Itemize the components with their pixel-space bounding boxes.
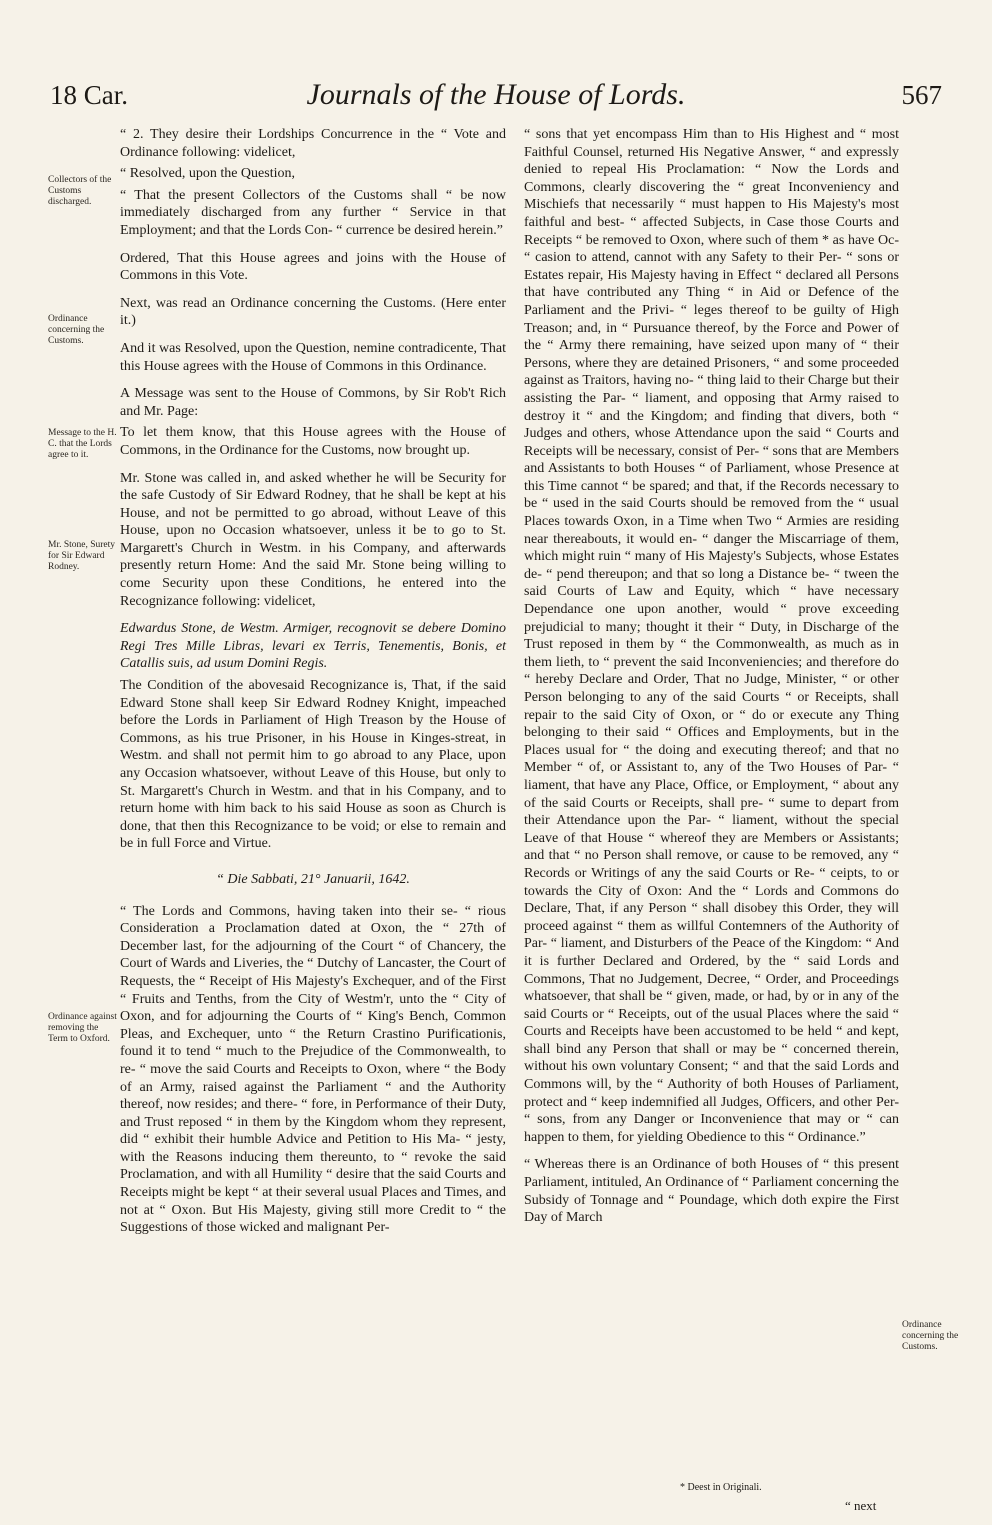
paragraph: Mr. Stone was called in, and asked whether he will be Security for the safe Custody of Sir Edward Rodney, that he shall be kept at his House, and not be permitted to go abroad, without Leave of this House, upon no Occasion whatsoever, unless it be to go to St. Margarett's Church in Westm. in his Company, and afterwards presently return Home: And the said Mr. Stone being willing to come Security upon these Conditions, he entered into the Recognizance following: videlicet, bbox=[120, 470, 506, 609]
paragraph: And it was Resolved, upon the Question, nemine contradicente, That this House agrees with the House of Commons in this Ordinance. bbox=[120, 340, 506, 374]
page-number: 567 bbox=[901, 80, 942, 110]
paragraph: “ The Lords and Commons, having taken into their se- “ rious Consideration a Proclamation dated at Oxon, the “ 27th of December last, for the adjourning of the Court “ of Chancery, the Court of Wards and Liveries, the “ Dutchy of Lancaster, the Court of Requests, the “ Receipt of His Majesty's Exchequer, and of the First “ Fruits and Tenths, from the City of Westm'r, unto the “ City of Oxon, and for adjourning the Courts of “ King's Bench, Common Pleas, and Exchequer, unto “ the Return Crastino Purificationis, found it to tend “ much to the Prejudice of the Commonwealth, to re- “ move the said Courts and Receipts to Oxon, where “ the Body of an Army, raised against the Parliament “ and the Authority thereof, now resides; and there- “ fore, in Performance of their Duty, and Trust reposed “ in them by the Kingdom whom they represent, did “ exhibit their humble Advice and Petition to His Ma- “ jesty, with the Reasons inducing them thereunto, to “ revoke the said Proclamation, and with all Humility “ desire that the said Courts and Receipts might be kept “ at their several usual Places and Times, and not at “ Oxon. But His Majesty, giving still more Credit to “ the Suggestions of those wicked and malignant Per- bbox=[120, 903, 506, 1236]
paragraph: Ordered, That this House agrees and joins with the House of Commons in this Vote. bbox=[120, 250, 506, 284]
paragraph: To let them know, that this House agrees with the House of Commons, in the Ordinance for the Customs, now brought up. bbox=[120, 425, 506, 458]
page-header bbox=[50, 78, 942, 122]
paragraph: The Condition of the abovesaid Recognizance is, That, if the said Edward Stone shall keep Sir Edward Rodney Knight, impeached before the Lords in Parliament of High Treason by the House of Commons, as his true Prisoner, in his House in Kinges-streat, in Westm. and shall not permit him to go abroad to any Place, upon any Occasion whatsoever, without Leave of this House, but only to St. Margarett's Church in Westm. and that in his Company, and to return home with him back to his said House as soon as Church is done, that then this Recognizance to be void; or else to remain and be in full Force and Virtue. bbox=[120, 678, 506, 852]
paragraph: “ Resolved, upon the Question, bbox=[120, 166, 295, 182]
margin-note: Mr. Stone, Surety for Sir Edward Rodney. bbox=[48, 540, 116, 572]
margin-note: Message to the H. C. that the Lords agree to it. bbox=[48, 428, 117, 460]
paragraph: “ That the present Collectors of the Customs shall “ be now immediately discharged from any further “ Service in that Employment; and that the Lords Con- “ currence be desired herein.” bbox=[120, 187, 506, 238]
paragraph: “ sons that yet encompass Him than to His Highest and “ most Faithful Counsel, returned His Negative Answer, “ and expressly denied to repeal His Proclamation: “ Now the Lords and Commons, clearly discovering the “ great Inconveniency and Mischiefs that necessarily “ must happen to His Majesty's most faithful and best- “ affected Subjects, in Case those Courts and Receipts “ be removed to Oxon, where such of them * as have Oc- “ casion to attend, cannot with any Safety to their Per- “ sons or Estates repair, His Majesty having in Effect “ declared all Persons that have contributed any Thing “ in Aid or Defence of the Parliament and the Privi- “ leges thereof to be guilty of High Treason; and, in “ Pursuance thereof, by the Force and Power of the “ Army there remaining, have seized upon many of “ their Persons, where they are detained Prisoners, “ and some proceeded against as Traitors, having no- “ thing laid to their Charge but their assisting the Par- “ liament, and opposing that Army raised to destroy it “ and the Kingdom; and finding that divers, both “ Judges and others, whose Attendance upon the said “ Courts and Receipts will be necessary, consist of Per- “ sons that are Members and Assistants to both Houses “ of Parliament, whose Presence at this Time cannot “ be spared; and that, if the Records necessary to be “ used in the said Courts should be removed from the “ usual Places towards Oxon, in a Time when Two “ Armies are residing near thereabouts, it would en- “ danger the Miscarriage of them, which might ruin “ many of His Majesty's Subjects, whose Estates de- “ pend thereupon; and that so long a Distance be- “ tween the said Courts of Law and Equity, which “ have necessary Dependance one upon another, would “ prove exceeding prejudicial to many; thought it their “ Duty, in Discharge of the Trust reposed in them by “ the Commonwealth, as much as in them lieth, to “ prevent the said Inconveniencies; and therefore do “ hereby Declare and Order, That no Judge, Minister, “ or other Person belonging to any of the said Courts “ or Receipts, shall repair to the said City of Oxon, or “ do or execute any Thing belonging to their said “ Offices and Employments, but in the Places usual for “ the doing and executing thereof; and that no Member “ of, or Assistant to, any of the Two Houses of Par- “ liament, that have any Place, Office, or Employment, “ about any of the said Courts or Receipts, shall pre- “ sume to depart from their Attendance upon the Par- “ liament, without the special Leave of that House “ whereof they are Members or Assistants; and that “ no Person shall remove, or cause to be removed, any “ Records or Writings of any the said Courts or Re- “ ceipts, to or towards the City of Oxon: And the “ Lords and Commons do Declare, That, if any Person “ shall disobey this Order, they will proceed against “ them as willful Contemners of the Authority of Par- “ liament, and Disturbers of the Peace of the Kingdom: “ And it is further Declared and Ordered, by the “ said Lords and Commons, That no Judgement, Decree, “ Order, and Proceedings whatsoever, that shall be “ given, made, or had, by or in any of the said Courts or “ Receipts, out of the usual Places where the said “ Courts and Receipts have been accustomed to be held “ and kept, shall bind any Person that shall or may be “ concerned therein, without his own voluntary Consent; “ and that the said Lords and Commons will, by the “ Authority of both Houses of Parliament, protect and “ keep indemnified all Judges, Officers, and other Per- “ sons, from any Danger or Inconvenience that may or “ can happen to them, for yielding Obedience to this “ Ordinance.” bbox=[524, 127, 899, 1145]
margin-note: Ordinance against removing the Term to Oxford. bbox=[48, 1012, 117, 1044]
paragraph: Next, was read an Ordinance concerning the Customs. (Here enter it.) bbox=[120, 295, 506, 329]
footnote: * Deest in Originali. bbox=[680, 1482, 762, 1493]
paragraph: “ 2. They desire their Lordships Concurrence in the “ Vote and Ordinance following: videlicet, bbox=[120, 127, 506, 160]
margin-note: Collectors of the Customs discharged. bbox=[48, 175, 112, 207]
header-title: Journals of the House of Lords. bbox=[306, 78, 686, 111]
paragraph: “ Whereas there is an Ordinance of both Houses of “ this present Parliament, intituled, An Ordinance of “ Parliament concerning the Subsidy of Tonnage and “ Poundage, which doth expire the First Day of March bbox=[524, 1157, 899, 1226]
right-column bbox=[524, 126, 899, 1237]
date-heading: “ Die Sabbati, 21° Januarii, 1642. bbox=[216, 871, 410, 887]
header-regnal-year: 18 Car. bbox=[50, 80, 128, 110]
catchword: “ next bbox=[845, 1498, 877, 1513]
paragraph: A Message was sent to the House of Commons, by Sir Rob't Rich and Mr. Page: bbox=[120, 386, 506, 419]
margin-note: Ordinance concerning the Customs. bbox=[902, 1320, 959, 1352]
left-column bbox=[120, 126, 506, 1247]
margin-note: Ordinance concerning the Customs. bbox=[48, 314, 105, 346]
latin-recognizance: Edwardus Stone, de Westm. Armiger, recognovit se debere Domino Regi Tres Mille Libras, levari ex Terris, Tenementis, Bonis, et Catallis suis, ad usum Domini Regis. bbox=[120, 621, 506, 672]
